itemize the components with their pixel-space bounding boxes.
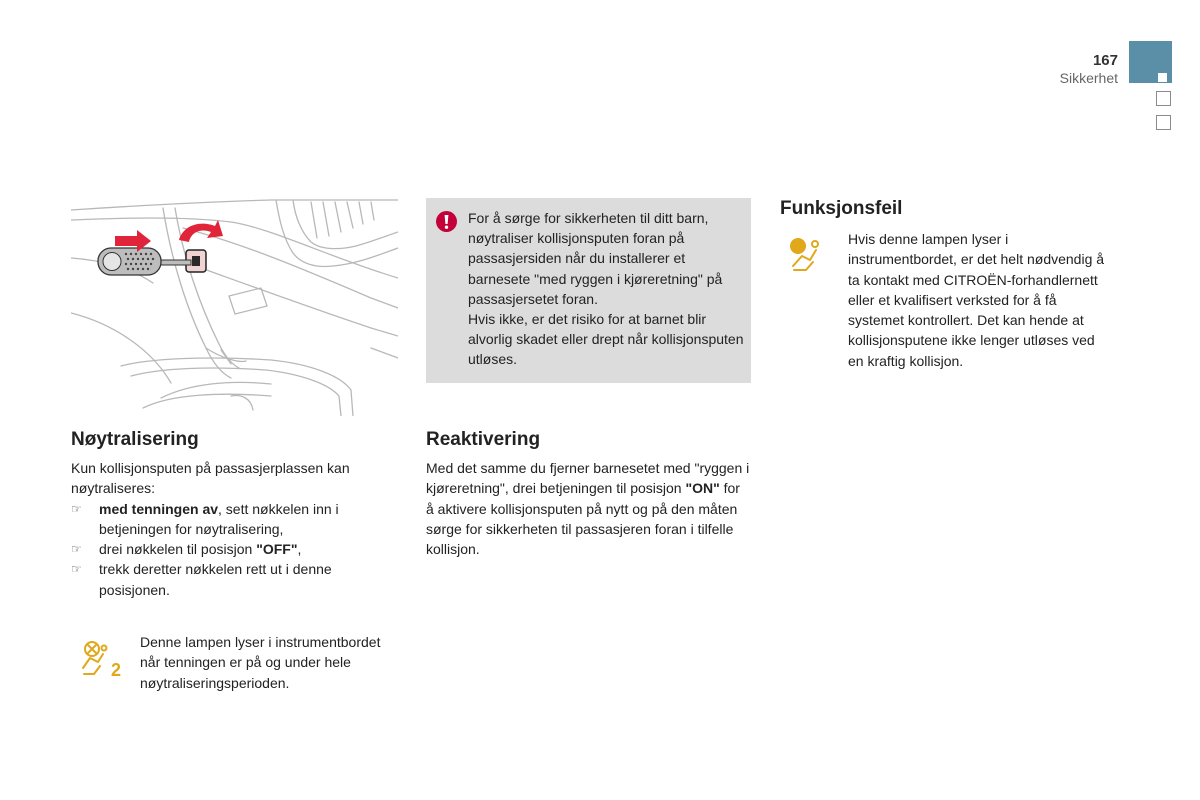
step-text: drei nøkkelen til posisjon xyxy=(99,541,257,558)
reactivation-body xyxy=(426,458,751,559)
malfunction-text: Hvis denne lampen lyser i instrumentbordet, er det helt nødvendig å ta kontakt med CITROËN-forhandlernett eller et kvalifisert verksted for å få systemet kontrollert. Det kan hende at kollisjonsputene ikke lenger utløses ved en kraftig kollisjon. xyxy=(848,231,1105,369)
glovebox-key-switch-illustration xyxy=(71,198,398,416)
reactivation-heading: Reaktivering xyxy=(426,429,541,450)
reactivation-text: for å aktivere kollisjonsputen på nytt og på den måten sørge for sikkerheten til passasjeren foran i tilfelle kollisjon. xyxy=(426,480,740,558)
section-name: Sikkerhet xyxy=(1059,70,1118,86)
reactivation-text: Med det samme du fjerner barnesetet med "ryggen i kjøreretning", drei betjeningen til posisjon xyxy=(426,460,750,497)
chapter-tab-box xyxy=(1156,115,1171,130)
chapter-tab-active xyxy=(1129,41,1172,83)
pointing-hand-icon: ☞ xyxy=(71,501,82,516)
page-number: 167 xyxy=(1092,52,1118,69)
list-item xyxy=(71,539,396,559)
step-text: , xyxy=(297,541,302,558)
chapter-tab-box xyxy=(1156,91,1171,106)
warning-paragraph: For å sørge for sikkerheten til ditt barn, nøytraliser kollisjonsputen foran på passasjersiden når du installerer et barnesete "med ryggen i kjøreretning" på passasjersetet foran. xyxy=(468,210,723,307)
neutralisation-steps xyxy=(71,499,396,600)
exclamation-icon xyxy=(436,211,457,232)
list-item xyxy=(71,499,396,540)
neutralisation-intro: Kun kollisjonsputen på passasjerplassen kan nøytraliseres: xyxy=(71,460,350,497)
chapter-tab-dot xyxy=(1158,73,1167,82)
lamp-number: 2 xyxy=(111,660,122,680)
warning-box xyxy=(426,198,751,383)
step-text: trekk deretter nøkkelen rett ut i denne posisjonen. xyxy=(99,561,332,598)
pointing-hand-icon: ☞ xyxy=(71,562,82,577)
airbag-fault-warning-icon xyxy=(788,236,828,277)
step-emphasis: med tenningen av xyxy=(99,500,219,517)
pointing-hand-icon: ☞ xyxy=(71,542,82,557)
airbag-off-lamp-note: Denne lampen lyser i instrumentbordet når tenningen er på og under hele nøytraliseringsperioden. xyxy=(140,634,381,691)
airbag-off-warning-icon xyxy=(80,640,124,685)
list-item xyxy=(71,559,396,600)
warning-paragraph: Hvis ikke, er det risiko for at barnet blir alvorlig skadet eller drept når kollisjonsputen utløses. xyxy=(468,311,744,368)
step-emphasis: "OFF" xyxy=(256,541,298,558)
neutralisation-body xyxy=(71,458,396,600)
neutralisation-heading: Nøytralisering xyxy=(71,429,199,450)
warning-text xyxy=(468,208,746,370)
malfunction-heading: Funksjonsfeil xyxy=(780,198,903,219)
reactivation-emphasis: "ON" xyxy=(685,480,720,497)
step-text: , sett nøkkelen inn i betjeningen for nøytralisering, xyxy=(99,500,339,537)
